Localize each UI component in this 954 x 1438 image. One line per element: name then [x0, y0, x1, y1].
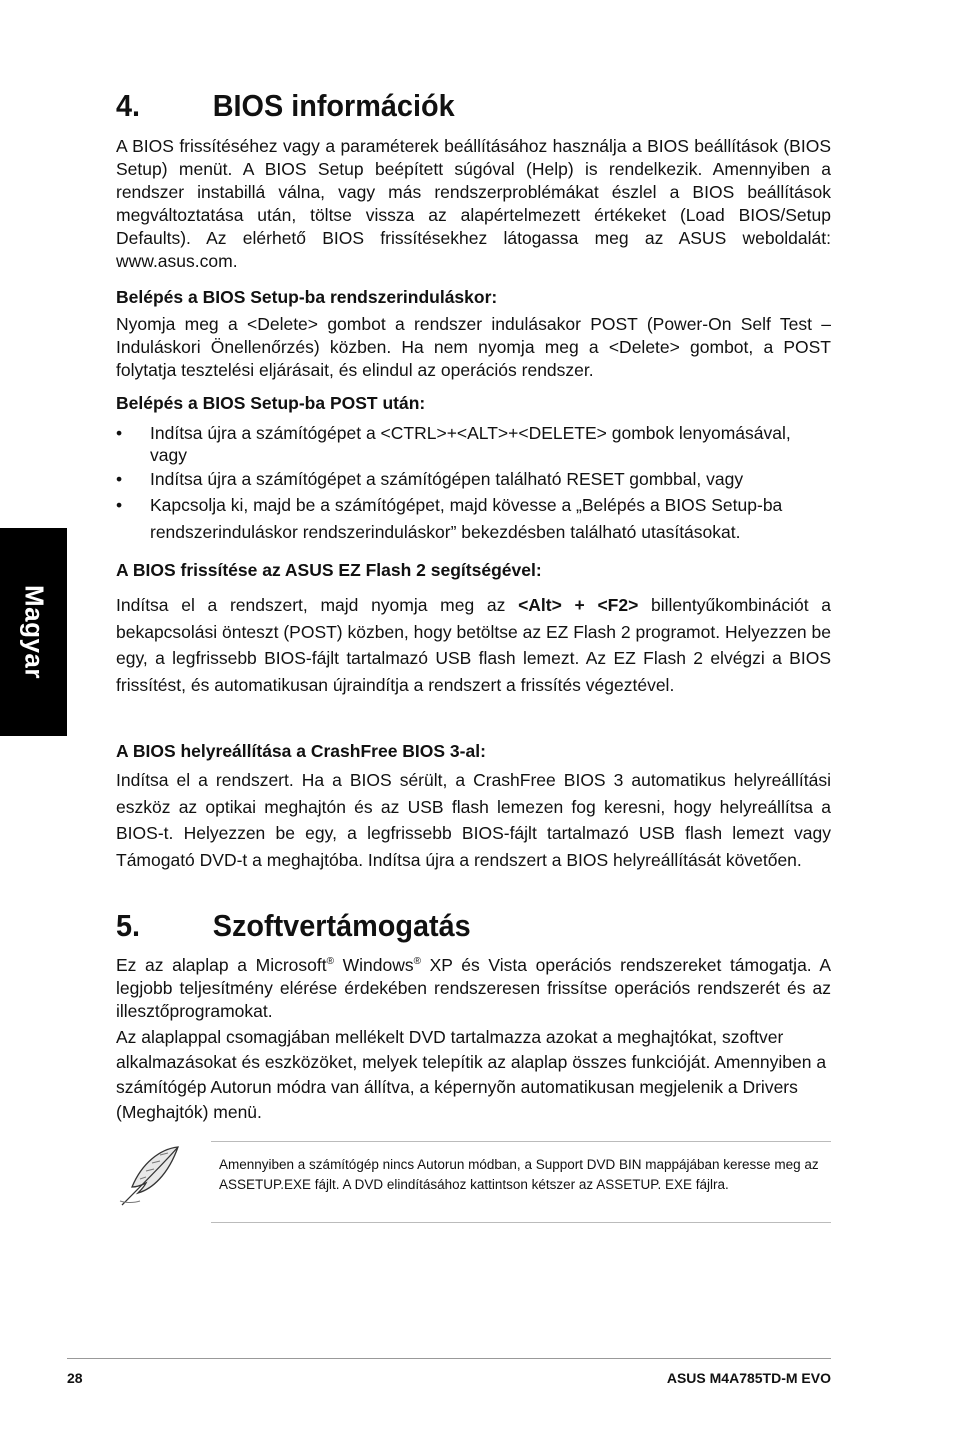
list-item: • Kapcsolja ki, majd be a számítógépet, majd kövesse a „Belépés a BIOS Setup-ba rendszerinduláskor rendszerinduláskor” bekezdésben található utasításokat.	[116, 495, 783, 542]
ezflash-text-b: billentyűkombinációt a bekapcsolási önteszt (POST) közben, hogy betöltse az EZ Flash 2 programot. Helyezzen be egy, a legfrissebb BIOS-fájlt tartalmazó USB flash lemezt. Az EZ Flash 2 elvégzi a BIOS frissítést, és automatikusan újraindítja a rendszert a frissítés végeztével.	[116, 595, 832, 695]
page-number: 28	[67, 1370, 83, 1386]
model-name: ASUS M4A785TD-M EVO	[666, 1370, 831, 1386]
section-5-number: 5.	[116, 908, 141, 943]
boot-setup-heading: Belépés a BIOS Setup-ba rendszerinduláskor:	[116, 287, 498, 307]
post-setup-heading: Belépés a BIOS Setup-ba POST után:	[116, 393, 426, 413]
section-5-heading	[116, 908, 471, 944]
list-item-text: Indítsa újra a számítógépet a <CTRL>+<ALT>+<DELETE> gombok lenyomásával, vagy	[150, 423, 791, 465]
registered-mark: ®	[326, 956, 334, 967]
dvd-contents-paragraph: Az alaplappal csomagjában mellékelt DVD tartalmazza azokat a meghajtókat, szoftver alkalmazásokat és eszközöket, melyek telepítik az alaplap összes funkcióját. Amennyiben a számítógép Autorun módra van állítva, a képernyõn automatikusan megjelenik a Drivers (Meghajtók) menü.	[116, 1027, 827, 1122]
feather-pen-icon	[116, 1143, 184, 1209]
list-item: • Indítsa újra a számítógépet a számítógépen található RESET gombbal, vagy	[116, 469, 744, 489]
crashfree-paragraph: Indítsa el a rendszert. Ha a BIOS sérült, a CrashFree BIOS 3 automatikus helyreállítási eszköz az optikai meghajtón és az USB flash lemezen fog keresni, hogy helyreállítsa a BIOS-t. Helyezzen be egy, a legfrissebb BIOS-fájlt tartalmazó USB flash lemezt vagy Támogató DVD-t a meghajtóba. Indítsa újra a rendszert a BIOS helyreállítását követően.	[116, 770, 831, 870]
language-label: Magyar	[19, 584, 50, 680]
section-4-number: 4.	[116, 88, 141, 123]
post-setup-list	[116, 422, 831, 546]
list-item-text: Kapcsolja ki, majd be a számítógépet, majd kövesse a „Belépés a BIOS Setup-ba rendszerinduláskor rendszerinduláskor” bekezdésben található utasításokat.	[150, 495, 783, 542]
language-tab	[0, 528, 67, 736]
boot-setup-paragraph: Nyomja meg a <Delete> gombot a rendszer indulásakor POST (Power-On Self Test – Induláskori Önellenőrzés) közben. Ha nem nyomja meg a <Delete> gombot, a POST folytatja tesztelési eljárásait, és elindul az operációs rendszer.	[116, 314, 831, 380]
registered-mark: ®	[413, 956, 421, 967]
list-item-text: Indítsa újra a számítógépet a számítógépen található RESET gombbal, vagy	[150, 469, 744, 489]
section-5-title: Szoftvertámogatás	[212, 908, 471, 943]
software-text-c: XP és Vista operációs rendszereket támogatja. A legjobb teljesítmény elérése érdekében rendszeresen frissítse operációs rendszerét és az illesztőprogramokat.	[116, 954, 832, 1021]
section-4-heading	[116, 88, 455, 124]
list-item: • Indítsa újra a számítógépet a <CTRL>+<ALT>+<DELETE> gombok lenyomásával, vagy	[116, 423, 791, 465]
ezflash-text-a: Indítsa el a rendszert, majd nyomja meg az	[116, 595, 519, 615]
ezflash-heading: A BIOS frissítése az ASUS EZ Flash 2 segítségével:	[116, 560, 542, 580]
software-support-paragraph	[116, 950, 831, 1023]
crashfree-heading: A BIOS helyreállítása a CrashFree BIOS 3-al:	[116, 741, 486, 761]
note-box	[211, 1141, 831, 1223]
footer-rule	[67, 1358, 831, 1359]
note-text: Amennyiben a számítógép nincs Autorun módban, a Support DVD BIN mappájában keresse meg az ASSETUP.EXE fájlt. A DVD elindításához kattintson kétszer az ASSETUP. EXE fájlra.	[219, 1157, 819, 1192]
ezflash-key-combo: <Alt> + <F2>	[518, 595, 639, 615]
ezflash-paragraph	[116, 592, 831, 698]
software-text-a: Ez az alaplap a Microsoft	[116, 954, 327, 975]
section-4-title: BIOS információk	[212, 88, 455, 123]
software-text-b: Windows	[333, 954, 414, 975]
bios-intro-paragraph: A BIOS frissítéséhez vagy a paraméterek beállításához használja a BIOS beállítások (BIOS Setup) menüt. A BIOS Setup beépített súgóval (Help) is rendelkezik. Amennyiben a rendszer instabillá válna, vagy más rendszerproblémákat észlel a BIOS beállítások megváltoztatása után, töltse vissza az alapértelmezett értékeket (Load BIOS/Setup Defaults). Az elérhető BIOS frissítésekhez látogassa meg az ASUS weboldalát: www.asus.com.	[116, 136, 831, 271]
